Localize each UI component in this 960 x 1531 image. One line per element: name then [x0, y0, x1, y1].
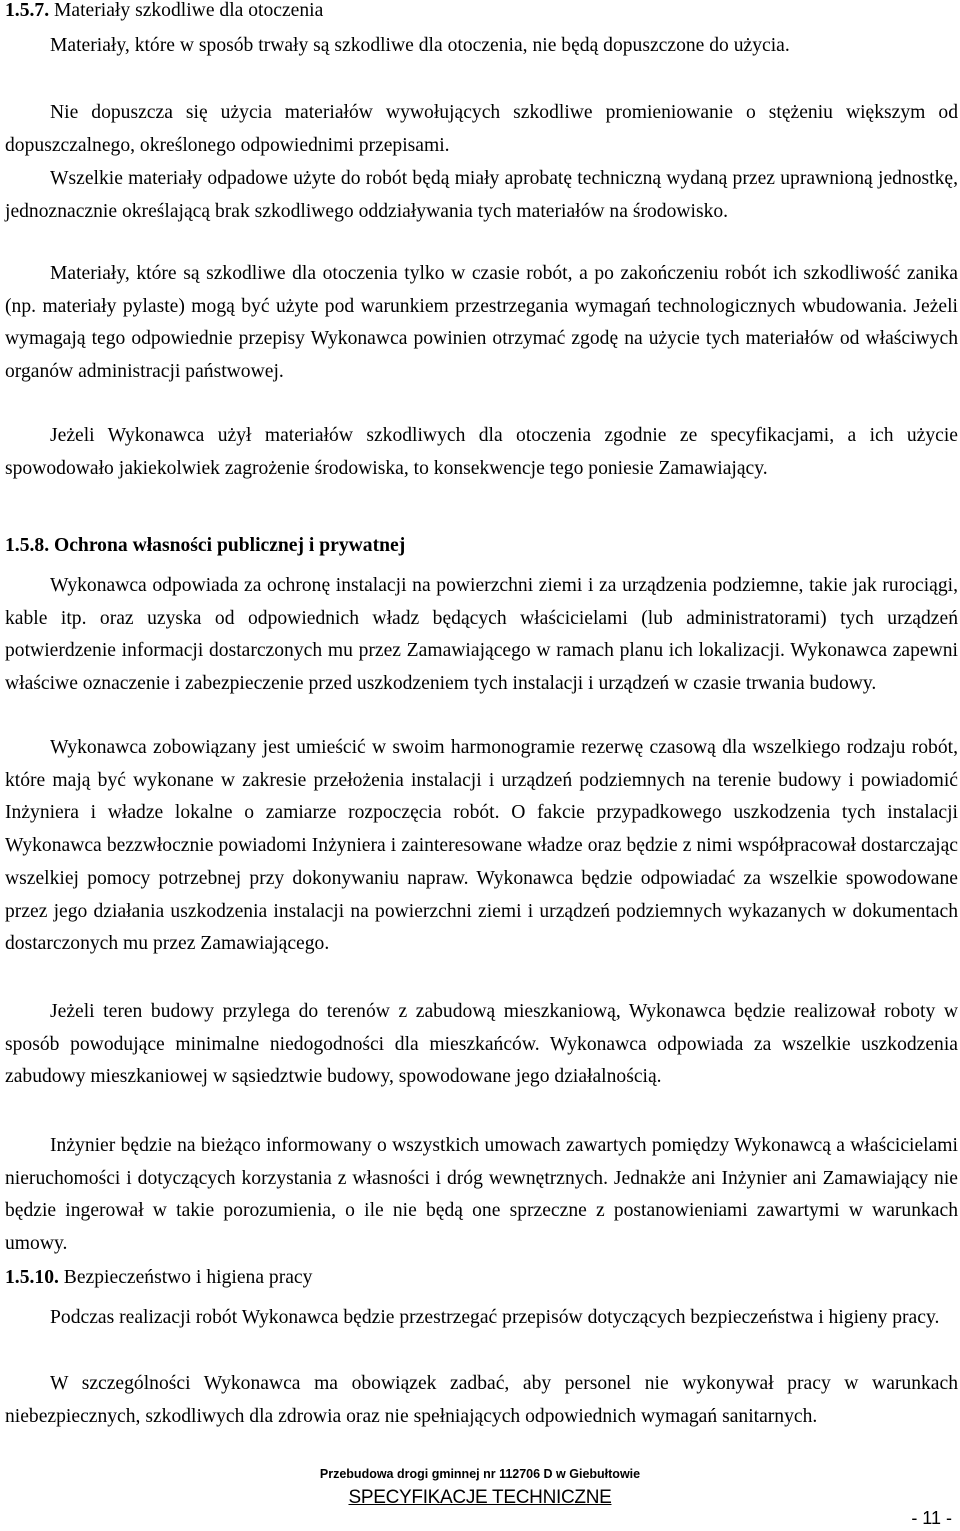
paragraph-text: W szczególności Wykonawca ma obowiązek zadbać, aby personel nie wykonywał pracy w warunkach niebezpiecznych, szkodliwych dla zdrowia oraz nie spełniających odpowiednich wymagań sanitarnych. [5, 1373, 958, 1427]
paragraph-text: Wszelkie materiały odpadowe użyte do robót będą miały aprobatę techniczną wydaną przez uprawnioną jednostkę, jednoznacznie określającą brak szkodliwego oddziaływania tych materiałów na środowisko. [5, 168, 958, 222]
paragraph-text: Jeżeli teren budowy przylega do terenów z zabudową mieszkaniową, Wykonawca będzie realizował roboty w sposób powodujące minimalne niedogodności dla mieszkańców. Wykonawca odpowiada za wszelkie uszkodzenia zabudowy mieszkaniowej w sąsiedztwie budowy, spowodowane jego działalnością. [5, 1001, 958, 1088]
paragraph-text: Podczas realizacji robót Wykonawca będzie przestrzegać przepisów dotyczących bezpieczeństwa i higieny pracy. [50, 1307, 940, 1328]
section-title: Materiały szkodliwe dla otoczenia [54, 0, 324, 21]
paragraph-text: Materiały, które są szkodliwe dla otoczenia tylko w czasie robót, a po zakończeniu robót ich szkodliwość zanika (np. materiały pylaste) mogą być użyte pod warunkiem przestrzegania wymagań technologicznych wbudowania. Jeżeli wymagają tego odpowiednie przepisy Wykonawca powinien otrzymać zgodę na użycie tych materiałów od właściwych organów administracji państwowej. [5, 263, 958, 383]
paragraph [5, 1130, 958, 1261]
page-number: - 11 - [911, 1508, 952, 1528]
paragraph-text: Wykonawca odpowiada za ochronę instalacji na powierzchni ziemi i za urządzenia podziemne, takie jak rurociągi, kable itp. oraz uzyska od odpowiednich władz będących właścicielami (lub administratorami) tych urządzeń potwierdzenie informacji dostarczonych mu przez Zamawiającego w ramach planu ich lokalizacji. Wykonawca zapewni właściwe oznaczenie i zabezpieczenie przed uszkodzeniem tych instalacji i urządzeń w czasie trwania budowy. [5, 575, 958, 695]
section-number: 1.5.8. [5, 535, 50, 556]
section-heading [5, 1262, 958, 1295]
footer-project-title: Przebudowa drogi gminnej nr 112706 D w Giebułtowie [319, 1467, 641, 1481]
paragraph [5, 996, 958, 1094]
section-title: Bezpieczeństwo i higiena pracy [63, 1267, 313, 1288]
section-title: Ochrona własności publicznej i prywatnej [54, 535, 406, 556]
paragraph-text: Inżynier będzie na bieżąco informowany o wszystkich umowach zawartych pomiędzy Wykonawcą a właścicielami nieruchomości i dotyczących korzystania z własności i dróg wewnętrznych. Jednakże ani Inżynier ani Zamawiający nie będzie ingerował w takie porozumienia, o ile nie będą one sprzeczne z postanowieniami zawartymi w warunkach umowy. [5, 1135, 958, 1255]
paragraph-text: Nie dopuszcza się użycia materiałów wywołujących szkodliwe promieniowanie o stężeniu większym od dopuszczalnego, określonego odpowiednimi przepisami. [5, 102, 958, 156]
paragraph [5, 570, 958, 701]
paragraph [5, 30, 958, 63]
section-1-5-10 [5, 1262, 958, 1295]
paragraph [5, 732, 958, 961]
section-heading [5, 0, 958, 28]
section-1-5-7 [5, 0, 958, 28]
section-number: 1.5.10. [5, 1267, 59, 1288]
paragraph [5, 258, 958, 389]
paragraph-text: Wykonawca zobowiązany jest umieścić w swoim harmonogramie rezerwę czasową dla wszelkiego rodzaju robót, które mają być wykonane w zakresie przełożenia instalacji i urządzeń podziemnych na terenie budowy i powiadomić Inżyniera i władze lokalne o zamiarze rozpoczęcia robót. O fakcie przypadkowego uszkodzenia tych instalacji Wykonawca bezzwłocznie powiadomi Inżyniera i zainteresowane władze oraz będzie z nimi współpracował dostarczając wszelkiej pomocy potrzebnej przy dokonywaniu napraw. Wykonawca będzie odpowiadać za wszelkie spowodowane przez jego działania uszkodzenia instalacji na powierzchni ziemi i urządzeń podziemnych wykazanych w dokumentach dostarczonych mu przez Zamawiającego. [5, 737, 958, 955]
paragraph-text: Materiały, które w sposób trwały są szkodliwe dla otoczenia, nie będą dopuszczone do użycia. [50, 35, 790, 56]
paragraph-text: Jeżeli Wykonawca użył materiałów szkodliwych dla otoczenia zgodnie ze specyfikacjami, a ich użycie spowodowało jakiekolwiek zagrożenie środowiska, to konsekwencje tego poniesie Zamawiający. [5, 425, 958, 479]
paragraph [5, 420, 958, 485]
section-number: 1.5.7. [5, 0, 50, 21]
section-heading [5, 530, 958, 563]
paragraph [5, 1368, 958, 1433]
paragraph [5, 163, 958, 228]
footer-document-type: SPECYFIKACJE TECHNICZNE [348, 1487, 612, 1508]
paragraph [5, 97, 958, 162]
paragraph [5, 1302, 958, 1335]
section-1-5-8 [5, 530, 958, 563]
